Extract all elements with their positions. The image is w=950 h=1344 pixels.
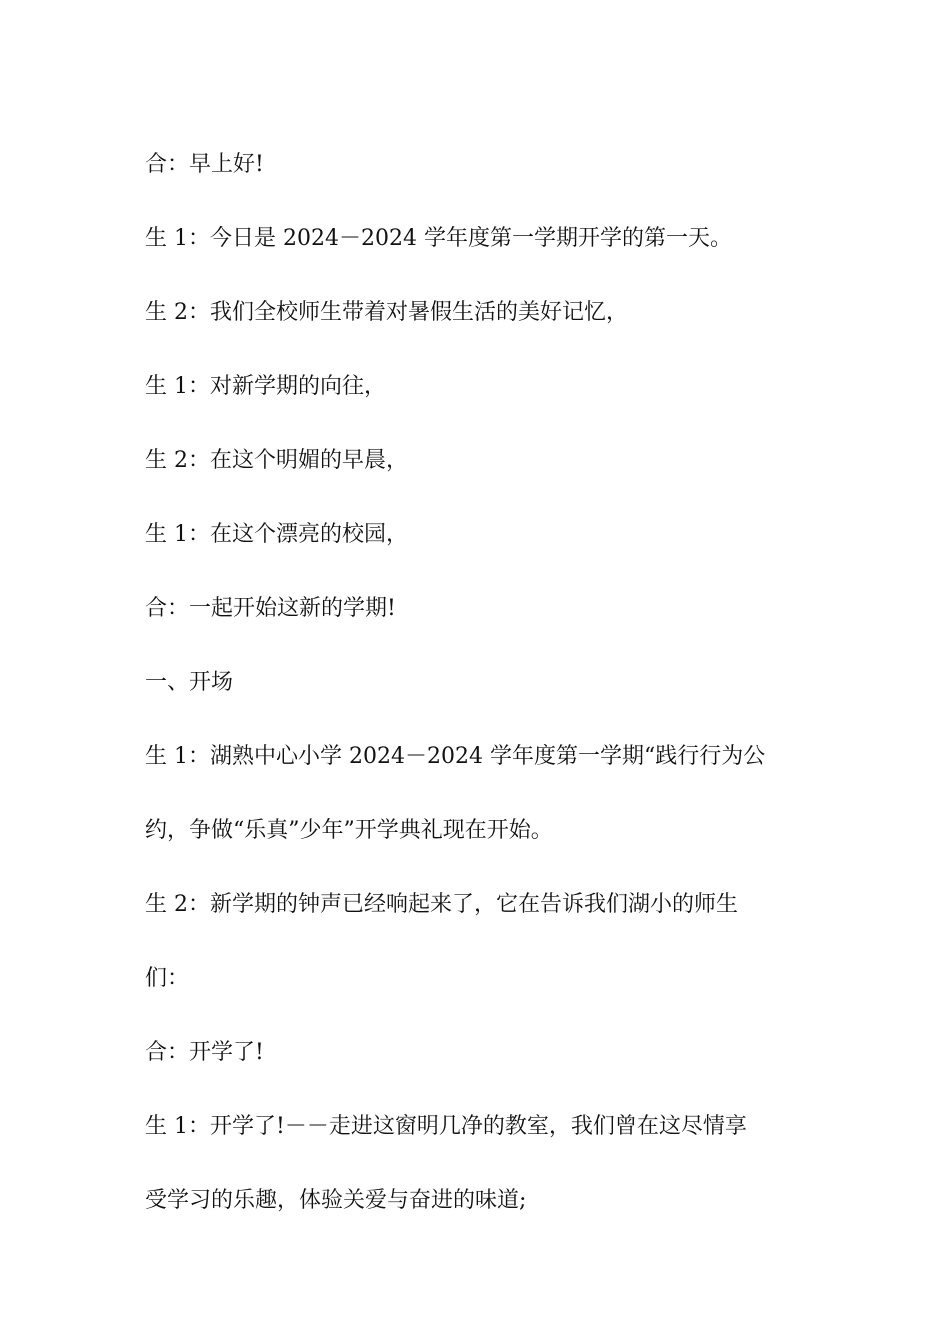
text-line: 生 1：对新学期的向往， — [145, 374, 386, 399]
text-line: 生 1：在这个漂亮的校园， — [145, 522, 408, 547]
text-line: 约，争做“乐真”少年”开学典礼现在开始。 — [145, 818, 553, 843]
text-line: 受学习的乐趣，体验关爱与奋进的味道; — [145, 1188, 527, 1213]
text-line: 合：开学了! — [145, 1040, 264, 1065]
text-line: 合：早上好! — [145, 152, 264, 177]
document-body — [145, 128, 810, 1238]
text-line: 们： — [145, 966, 190, 991]
text-line: 生 1：开学了!－－走进这窗明几净的教室，我们曾在这尽情享 — [145, 1114, 747, 1139]
text-line: 生 2：新学期的钟声已经响起来了，它在告诉我们湖小的师生 — [145, 892, 738, 917]
text-line: 合：一起开始这新的学期! — [145, 596, 396, 621]
text-line: 生 2：在这个明媚的早晨， — [145, 448, 408, 473]
text-line: 生 1：湖熟中心小学 2024－2024 学年度第一学期“践行行为公 — [145, 744, 766, 769]
section-heading: 一、开场 — [145, 670, 234, 695]
text-line: 生 2：我们全校师生带着对暑假生活的美好记忆， — [145, 300, 628, 325]
text-line: 生 1：今日是 2024－2024 学年度第一学期开学的第一天。 — [145, 226, 732, 251]
